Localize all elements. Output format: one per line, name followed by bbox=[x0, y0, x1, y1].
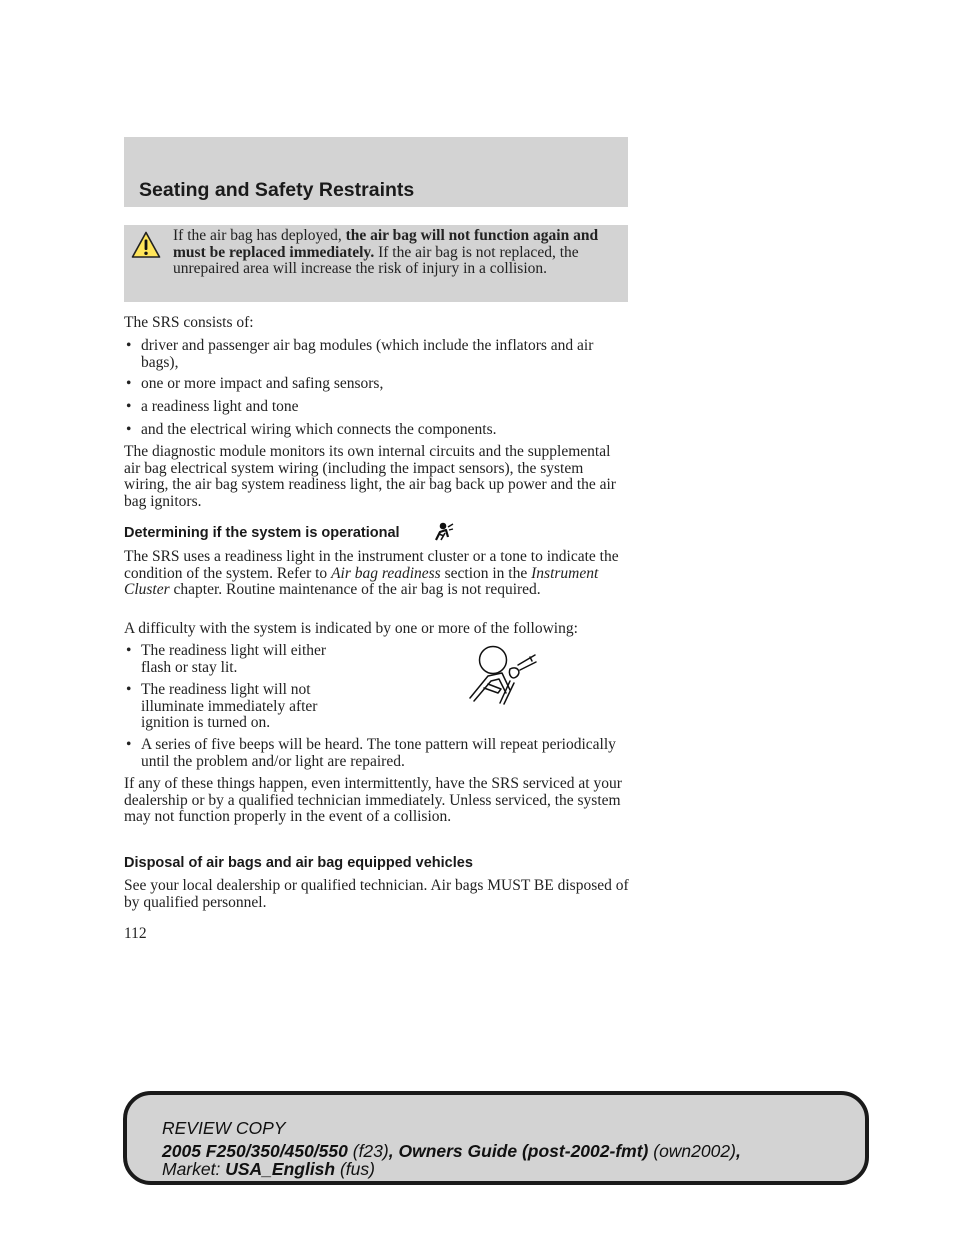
list-item-text: The readiness light will not illuminate immediately after ignition is turned on. bbox=[141, 681, 318, 732]
bullet-dot: • bbox=[126, 337, 132, 354]
warning-tail: If the air bag is not replaced, the unrepaired area will increase the risk of injury in a collision. bbox=[173, 243, 579, 278]
model-code: (f23) bbox=[347, 1141, 389, 1161]
guide-name: Owners Guide (post-2002-fmt) bbox=[398, 1141, 649, 1161]
list-item bbox=[124, 376, 630, 393]
disposal-heading: Disposal of air bags and air bag equipped vehicles bbox=[124, 855, 473, 871]
list-item bbox=[124, 737, 630, 770]
page-number: 112 bbox=[124, 925, 147, 942]
list-item bbox=[124, 682, 346, 732]
list-item-text: A series of five beeps will be heard. The tone pattern will repeat periodically until the problem and/or light are repaired. bbox=[141, 736, 616, 770]
list-item-text: a readiness light and tone bbox=[141, 398, 299, 415]
readiness-reference: Air bag readiness bbox=[331, 564, 441, 582]
readiness-text-1: The SRS uses a readiness light in the instrument cluster or a tone to indicate the condition of the system. Refer to bbox=[124, 548, 619, 582]
market-label: Market: bbox=[162, 1159, 226, 1179]
warning-lead: If the air bag has deployed, bbox=[173, 227, 346, 244]
difficulty-intro: A difficulty with the system is indicated by one or more of the following: bbox=[124, 620, 578, 637]
operational-heading: Determining if the system is operational bbox=[124, 525, 400, 541]
srs-intro: The SRS consists of: bbox=[124, 314, 254, 331]
guide-code: (own2002) bbox=[648, 1141, 736, 1161]
airbag-indicator-icon bbox=[430, 522, 454, 542]
diagnostic-paragraph: The diagnostic module monitors its own internal circuits and the supplemental air bag electrical system wiring (including the impact sensors), the system wiring, the air bag system readiness light, the air bag back up power and the air bag ignitors. bbox=[124, 443, 616, 510]
bullet-dot: • bbox=[126, 681, 132, 698]
service-paragraph: If any of these things happen, even intermittently, have the SRS serviced at your dealership or by a qualified technician immediately. Unless serviced, the system may not function properly in the event of a collision. bbox=[124, 775, 622, 826]
list-item bbox=[124, 643, 354, 676]
bullet-dot: • bbox=[126, 398, 132, 415]
list-item-text: The readiness light will either flash or stay lit. bbox=[141, 642, 327, 676]
market-name: USA_English bbox=[225, 1159, 336, 1179]
bullet-dot: • bbox=[126, 736, 132, 753]
section-title: Seating and Safety Restraints bbox=[139, 179, 415, 201]
disposal-paragraph: See your local dealership or qualified technician. Air bags MUST BE disposed of by qualified personnel. bbox=[124, 877, 629, 911]
warning-emphasis: the air bag will not function again and must be replaced immediately. bbox=[173, 227, 599, 261]
market-code: (fus) bbox=[335, 1159, 375, 1179]
review-market-line bbox=[162, 1159, 375, 1180]
list-item bbox=[124, 338, 630, 371]
bullet-dot: • bbox=[126, 642, 132, 659]
list-item bbox=[124, 422, 630, 439]
airbag-readiness-icon bbox=[466, 643, 538, 705]
review-copy-label: REVIEW COPY bbox=[162, 1118, 286, 1138]
list-item bbox=[124, 399, 630, 416]
readiness-text-2: section in the bbox=[440, 564, 532, 582]
separator: , bbox=[735, 1141, 741, 1161]
list-item-text: one or more impact and safing sensors, bbox=[141, 375, 384, 392]
readiness-text-3: chapter. Routine maintenance of the air bag is not required. bbox=[169, 581, 541, 599]
instrument-cluster-reference: Instrument Cluster bbox=[124, 564, 599, 599]
separator: , bbox=[388, 1141, 399, 1161]
model-name: 2005 F250/350/450/550 bbox=[162, 1141, 348, 1161]
list-item-text: driver and passenger air bag modules (which include the inflators and air bags), bbox=[141, 337, 594, 371]
readiness-paragraph bbox=[124, 549, 630, 599]
bullet-dot: • bbox=[126, 421, 132, 438]
warning-text bbox=[130, 228, 622, 278]
list-item-text: and the electrical wiring which connects the components. bbox=[141, 421, 497, 438]
bullet-dot: • bbox=[126, 375, 132, 392]
